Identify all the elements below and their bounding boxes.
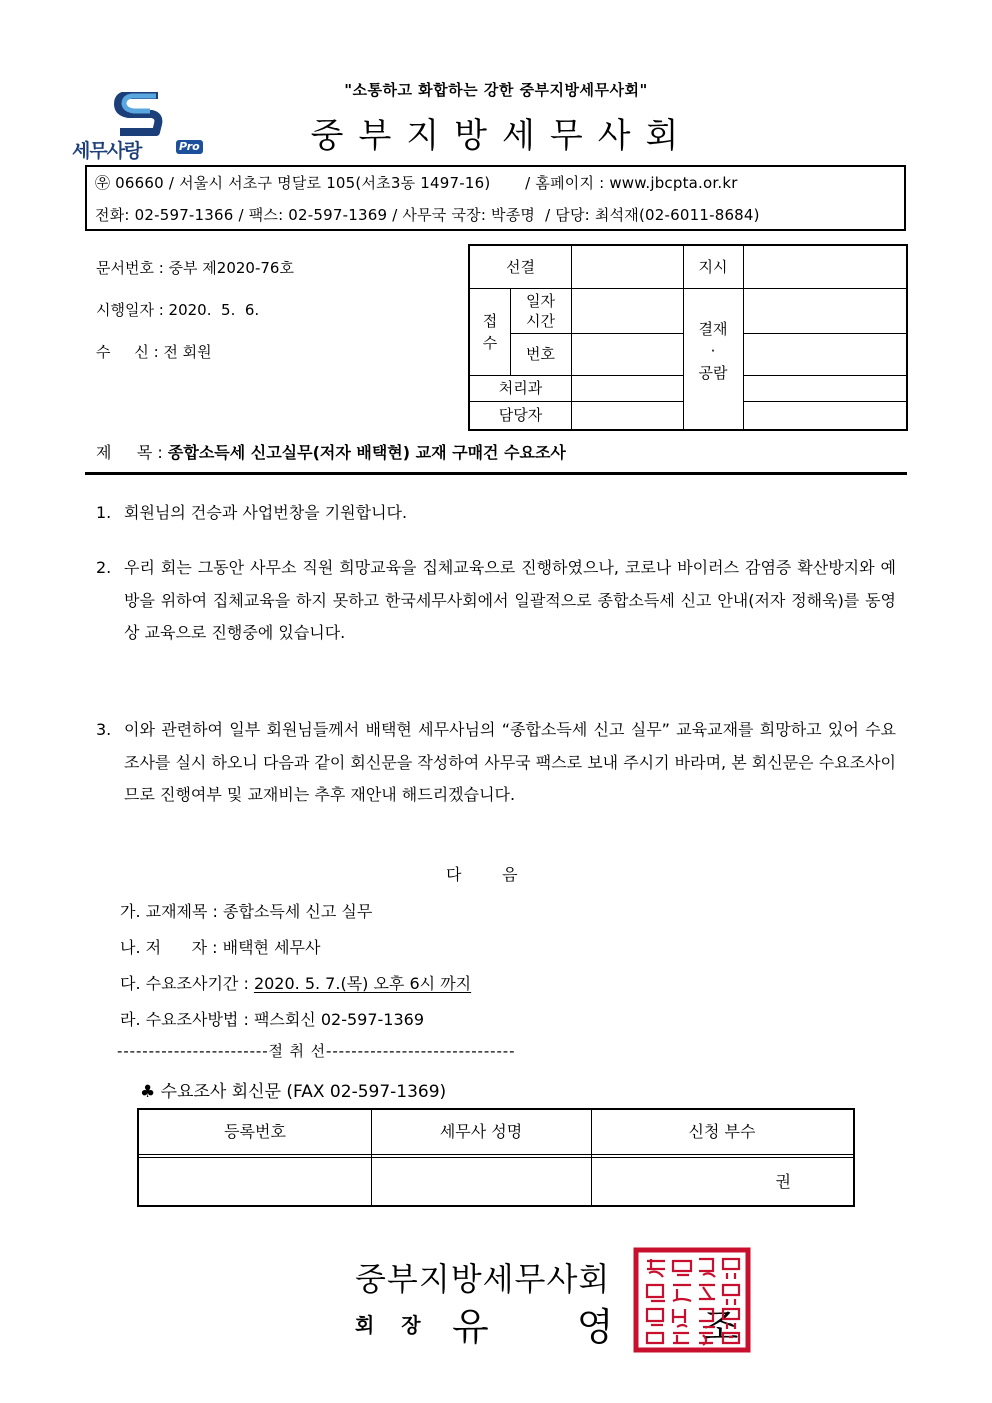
label-jisi: 지시 (698, 258, 728, 276)
unit-label: 권 (775, 1171, 791, 1191)
item-survey-method (120, 1007, 424, 1030)
grid-line (743, 375, 906, 376)
grid-line (743, 246, 744, 429)
item-label: 라. 수요조사방법 : (120, 1010, 254, 1029)
item-value: 배택현 세무사 (222, 938, 321, 957)
logo-text: 세무사랑 (72, 140, 142, 162)
paragraph-number: 3. (96, 720, 112, 739)
contact-line: 전화: 02-597-1366 / 팩스: 02-597-1369 / 사무국 국장: 박종명 / 담당: 최석재(02-6011-8684) (95, 206, 760, 224)
reply-title: ♣ 수요조사 회신문 (FAX 02-597-1369) (140, 1082, 447, 1102)
reply-table (137, 1108, 855, 1207)
subject-text: 종합소득세 신고실무(저자 배택현) 교재 구매건 수요조사 (167, 443, 566, 462)
issue-date: 시행일자 : 2020. 5. 6. (96, 301, 260, 319)
label-gyeoljae-gongram: 결재 · 공람 (698, 320, 728, 382)
paragraph-number: 2. (96, 558, 112, 577)
paragraph-text: 우리 회는 그동안 사무소 직원 희망교육을 집체교육으로 진행하였으나, 코로나 바이러스 감염증 확산방지와 예방을 위하여 집체교육을 하지 못하고 한국세무사회에서 일괄적으로 종합소득세 신고 안내(저자 정해욱)를 동영상 교육으로 진행중에 있습니다. (124, 558, 896, 642)
subject-label: 제 목 : (96, 443, 168, 462)
item-label: 가. 교재제목 : (120, 902, 224, 921)
doc-number: 문서번호 : 중부 제2020-76호 (96, 259, 294, 277)
item-value: 종합소득세 신고 실무 (223, 902, 373, 921)
input-tax-accountant-name[interactable] (371, 1158, 591, 1205)
logo-badge: Pro (176, 140, 203, 154)
org-title: 중부지방세무사회 (310, 116, 694, 156)
header-divider (139, 1154, 853, 1155)
label-jeopsu: 접 수 (482, 311, 498, 352)
item-author (120, 935, 320, 958)
cut-line: ------------------------절 취 선------------------------------ (117, 1042, 516, 1060)
item-label: 다. 수요조사기간 : (120, 974, 254, 993)
header-copies-requested: 신청 부수 (688, 1122, 756, 1141)
seal-glyphs (647, 1259, 739, 1345)
paragraph-text: 회원님의 건승과 사업번창을 기원합니다. (124, 503, 408, 522)
paragraph-3 (96, 714, 896, 812)
address-box (85, 165, 906, 231)
paragraph-2 (96, 552, 896, 650)
header-registration-number: 등록번호 (224, 1122, 286, 1141)
da-eum-heading: 다 음 (446, 865, 518, 884)
label-damdangja: 담당자 (498, 406, 543, 424)
grid-line (743, 333, 906, 334)
input-copies-requested[interactable] (591, 1158, 853, 1205)
recipient: 수 신 : 전 회원 (96, 343, 212, 361)
divider-rule (85, 472, 907, 475)
label-seongyeol: 선결 (506, 258, 535, 276)
item-label: 나. 저 자 : (120, 938, 223, 957)
official-seal (633, 1247, 751, 1353)
address-line: ㉾ 06660 / 서울시 서초구 명달로 105(서초3동 1497-16) / 홈페이지 : www.jbcpta.or.kr (95, 174, 738, 192)
label-ilja-sigan: 일자 시간 (526, 291, 555, 330)
paragraph-text: 이와 관련하여 일부 회원님들께서 배택현 세무사님의 “종합소득세 신고 실무” 교육교재를 희망하고 있어 수요조사를 실시 하오니 다음과 같이 회신문을 작성하여 사무국 팩스로 보내 주시기 바라며, 본 회신문은 수요조사이므로 진행여부 및 교재비는 추후 재안내 해드리겠습니다. (124, 720, 896, 804)
approval-table (468, 244, 908, 431)
header-tax-accountant-name: 세무사 성명 (439, 1122, 523, 1141)
label-beonho: 번호 (526, 345, 555, 363)
item-value-deadline: 2020. 5. 7.(목) 오후 6시 까지 (253, 974, 472, 993)
item-survey-period (120, 971, 471, 994)
signature-org: 중부지방세무사회 (355, 1260, 611, 1298)
signature-role: 회 장 (355, 1313, 431, 1337)
paragraph-number: 1. (96, 503, 112, 522)
grid-line (571, 246, 572, 429)
signature-name: 유 영 조 (452, 1305, 777, 1349)
item-value: 팩스회신 02-597-1369 (253, 1010, 425, 1029)
paragraph-1 (96, 497, 896, 530)
motto: "소통하고 화합하는 강한 중부지방세무사회" (344, 81, 648, 99)
subject (96, 440, 566, 463)
input-registration-number[interactable] (139, 1158, 371, 1205)
grid-line (743, 401, 906, 402)
label-cheorigwa: 처리과 (498, 379, 543, 397)
item-textbook-title (120, 899, 372, 922)
